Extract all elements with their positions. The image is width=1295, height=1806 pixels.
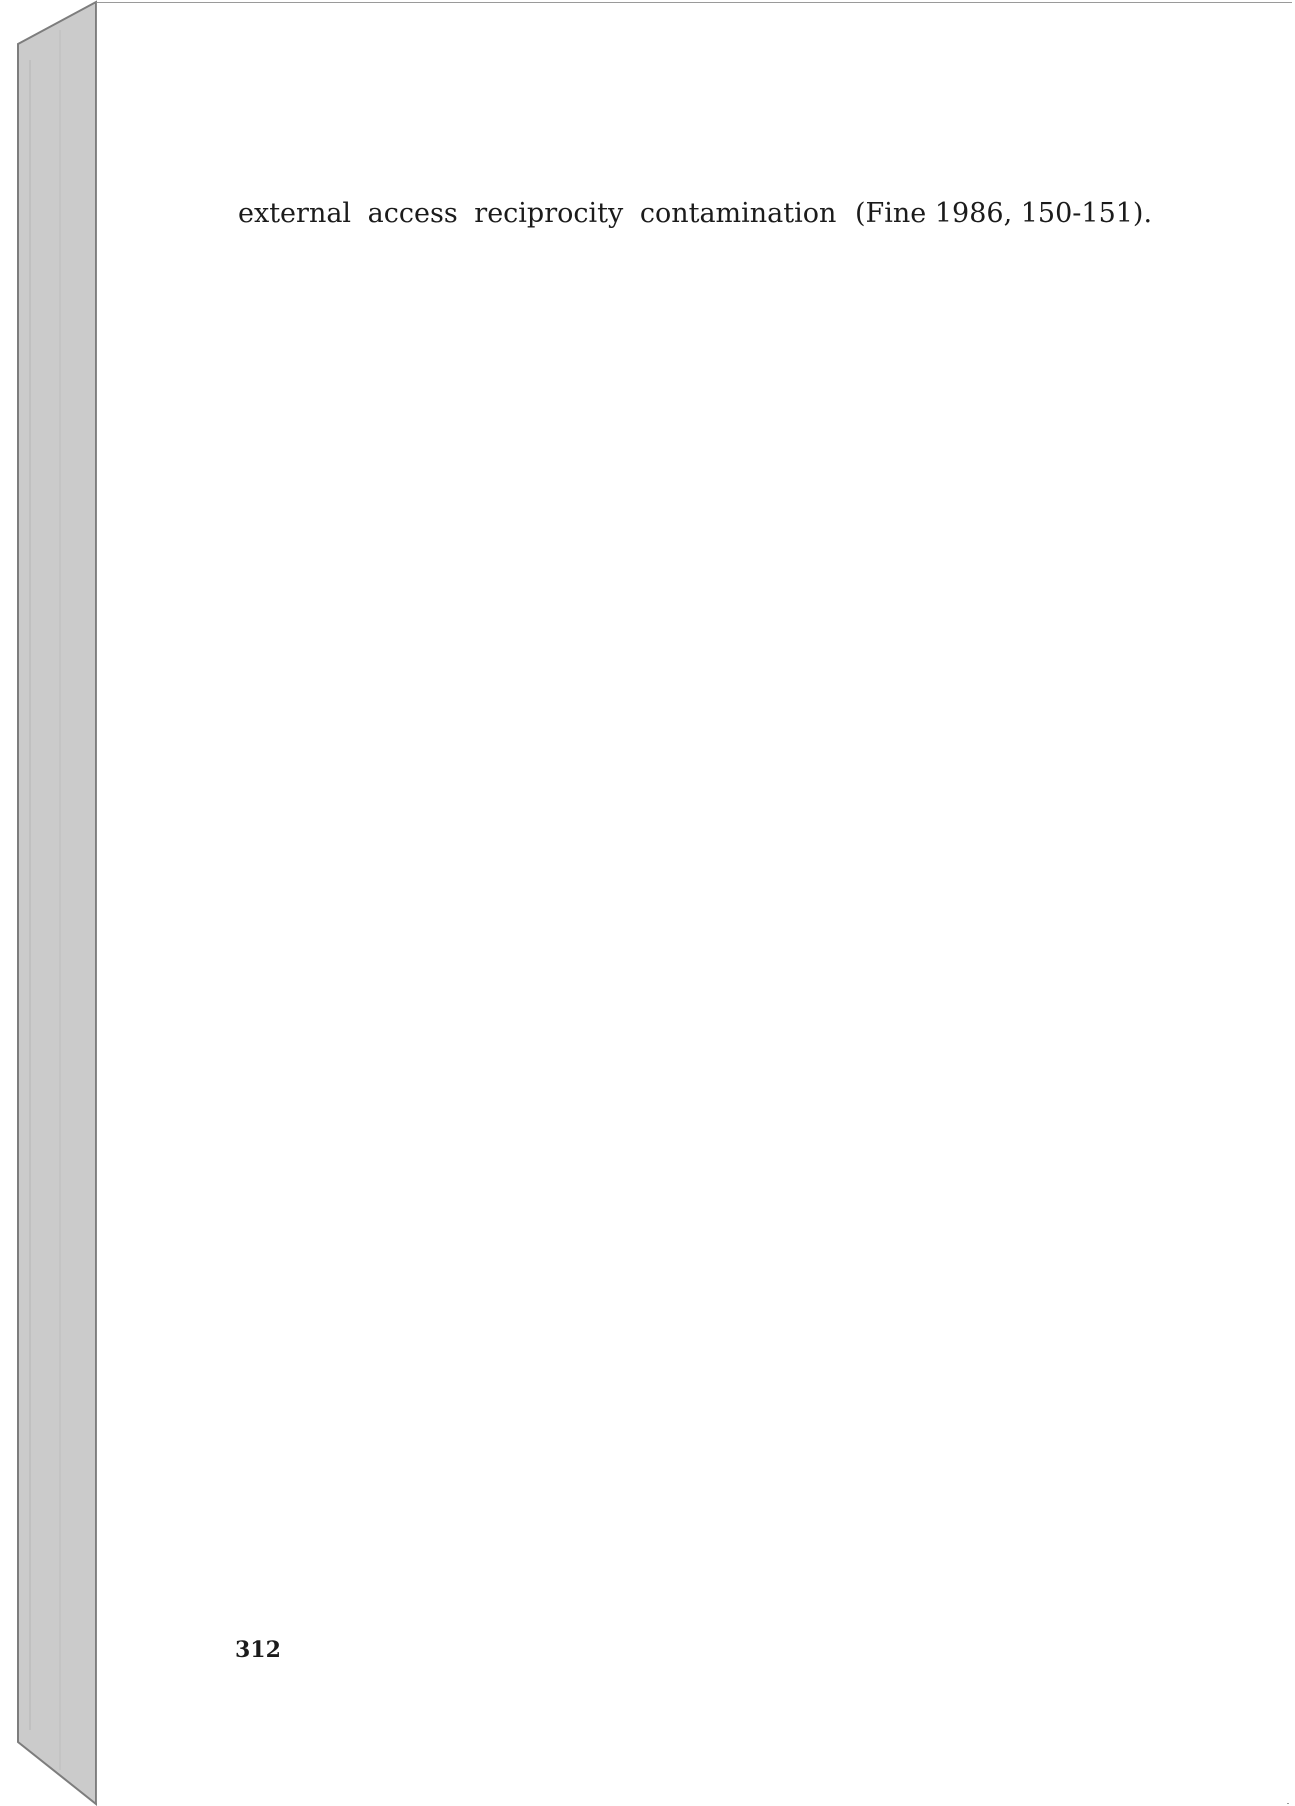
citation: (Fine 1986, 150-151). xyxy=(855,198,1153,229)
book-page xyxy=(96,2,1292,1803)
term-external: external xyxy=(238,198,352,229)
term-contamination: contamination xyxy=(639,198,837,229)
body-text xyxy=(234,190,1159,245)
term-access: access xyxy=(367,198,458,229)
term-reciprocity: reciprocity xyxy=(474,198,624,229)
page-number: 312 xyxy=(235,1637,281,1663)
paragraph-1 xyxy=(234,190,1159,237)
